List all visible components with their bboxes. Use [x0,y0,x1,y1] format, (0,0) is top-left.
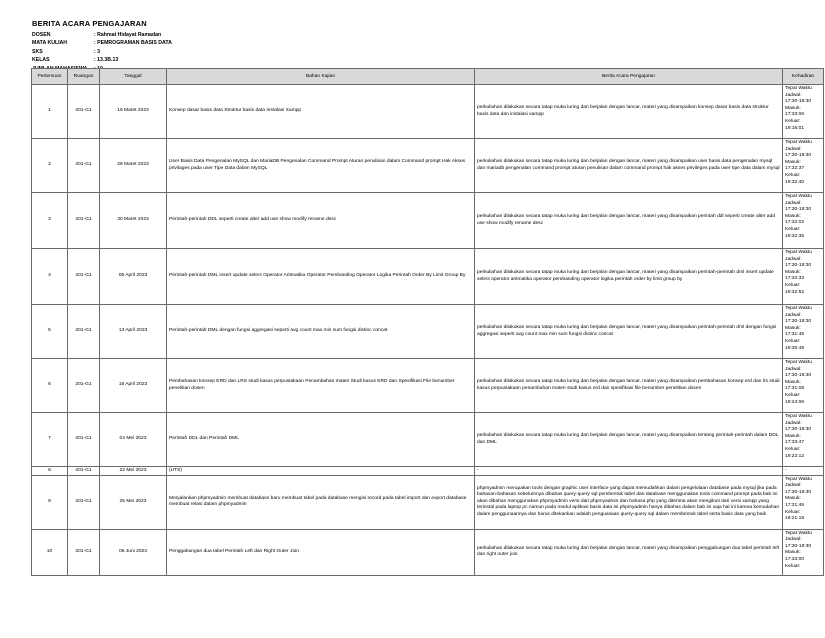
attendance-line: Jadwal: [785,312,802,318]
table-row [32,139,824,193]
meeting-number-cell: 9 [32,475,68,529]
document-meta [32,31,172,73]
attendance-line: 17:30-19:30 [785,427,812,433]
topic-cell: (UTS) [167,467,475,476]
table-row [32,413,824,467]
attendance-line: Tepat Waktu [785,360,812,365]
attendance-line: 19:16:01 [785,125,805,131]
table-header-row [32,69,824,85]
topic-cell: Menjalankan phpmyadmin membuat database baru membuat tabel pada database mengisi record pada tabel import dan export database membuat relasi dalam phpmyadmin [167,475,475,529]
column-header: Ruangan [68,69,100,85]
attendance-line: Tepat Waktu [785,414,812,419]
attendance-line: 17:30-19:30 [785,263,812,269]
meeting-number-cell: 5 [32,305,68,359]
attendance-line: 17:31:46 [785,502,805,508]
attendance-line: 19:24:06 [785,399,805,405]
attendance-line: Masuk: [785,213,801,219]
attendance-line: Tepat Waktu [785,140,812,145]
attendance-line: Tepat Waktu [785,306,812,311]
room-cell: 201-G1 [68,475,100,529]
table-row [32,305,824,359]
topic-cell: Perintah-perintah DDL seperti create alter add use show modify rename desc [167,193,475,249]
room-cell: 201-G1 [68,413,100,467]
attendance-line: 17:31:46 [785,332,805,338]
date-cell: 30 Maret 2023 [100,193,167,249]
attendance-line: 19:30:49 [785,345,805,351]
column-header: Kehadiran [783,69,824,85]
attendance-line: 17:33:00 [785,556,805,562]
table-row [32,193,824,249]
report-cell: perkuliahan dilakukan secara tatap muka luring dan berjalan dengan lancar, materi yang disampaikan perintah-perintah dml insert update select operator aritmatika operator pembanding operator logika perintah order by limit group by [475,249,783,305]
report-cell: perkuliahan dilakukan secara tatap muka luring dan berjalan dengan lancar, materi yang disampaikan penggabungan dua tabel perintah left dan right outer join [475,529,783,575]
attendance-line: 17:30-19:30 [785,99,812,105]
attendance-line: Tepat Waktu [785,476,812,482]
attendance-line: Masuk: [785,269,801,275]
meta-row-dosen [32,31,172,39]
meeting-number-cell: 6 [32,359,68,413]
meeting-number-cell: 7 [32,413,68,467]
attendance-line: Masuk: [785,159,801,165]
attendance-line: 17:30-19:30 [785,319,812,325]
topic-cell: Penggabungan dua tabel Perintah Left dan Right Outer Join [167,529,475,575]
column-header: Berita Acara Pengajaran [475,69,783,85]
topic-cell: Konsep dasar basis data Struktur basis data Instalasi Xampp [167,85,475,139]
attendance-line: Keluar: [785,392,801,398]
attendance-line: 17:30-19:30 [785,489,812,495]
attendance-line: Keluar: [785,509,801,515]
attendance-line: Keluar: [785,563,801,569]
table-row [32,529,824,575]
report-cell: perkuliahan dilakukan secara tatap muka luring dan berjalan dengan lancar, materi yang disampaikan konsep dasar basis data struktur basis data dan instalasi xampp [475,85,783,139]
column-header: Bahan Kajian [167,69,475,85]
attendance-line: Masuk: [785,496,801,502]
report-cell: phpmyadmin merupakan tools dengan graphic user interface yang dapat memudahkan dalam pengelolaan database pada mysql jika pada bahasan-bahasan sebelumnya dibahas query-query sql pembentuk tabel dan database menggunakan tools command prompt pada bab ini akan dibahas menggunakan phpmyadmin versi dari phpmyadmin dan bahasa php yang diterima akan mengikuti dari versi xampp yang terinstal pada laptop pc namun pada modul aplikasi basis data ini phpmyadmin hanya dibahas dalam bab ini saja hal ini karena kemudahan dalam penggunaannya dan harus ditekankan adalah penguasaan query-query sql dalam membentuk tabel serta basis data yang baik [475,475,783,529]
attendance-line: 17:32:02 [785,220,805,226]
attendance-line: 17:32:37 [785,166,805,172]
attendance-line: Jadwal: [785,92,802,98]
report-cell: perkuliahan dilakukan secara tatap muka luring dan berjalan dengan lancar, materi yang disampaikan perintah ddl seperti create alter add use show modify rename desc [475,193,783,249]
attendance-line: Jadwal: [785,420,802,426]
room-cell: 201-G1 [68,529,100,575]
date-cell: 06 Juni 2023 [100,529,167,575]
attendance-cell [783,467,824,476]
attendance-line: 19:32:36 [785,233,805,239]
attendance-cell [783,193,824,249]
attendance-line: Tepat Waktu [785,86,812,91]
attendance-line: 19:22:12 [785,453,805,459]
attendance-line: Tepat Waktu [785,250,812,255]
attendance-line: Keluar: [785,446,801,452]
attendance-line: - [785,468,787,473]
meta-value: : Rahmat Hidayat Ramadan [94,32,162,38]
date-cell: 18 April 2023 [100,359,167,413]
report-cell: perkuliahan dilakukan secara tatap muka luring dan berjalan dengan lancar, materi yang disampaikan perintah-perintah dml dengan fungsi aggregasi seperti avg count max min sum fungsi distinc concat [475,305,783,359]
attendance-cell [783,475,824,529]
meeting-number-cell: 1 [32,85,68,139]
topic-cell: Perintah-perintah DML insert update select Operator Aritmatika Operator Pembanding Operator Logika Perintah Order By Limit Group By [167,249,475,305]
attendance-line: 17:33:06 [785,112,805,118]
attendance-line: 17:30-19:30 [785,373,812,379]
meta-value: : 3 [94,48,101,55]
attendance-line: Jadwal: [785,366,802,372]
date-cell: 13 April 2023 [100,305,167,359]
teaching-report-table [31,68,824,576]
report-cell: perkuliahan dilakukan secara tatap muka luring dan berjalan dengan lancar, materi yang disampaikan user basis data pengenalan mysql dan mariadb pengenalan command prompt aturan penulisan dalam command prompt hak akses privileges pada user tipe data dalam mysql [475,139,783,193]
attendance-line: Masuk: [785,550,801,556]
column-header: Tanggal [100,69,167,85]
room-cell: 201-G1 [68,139,100,193]
document-title: BERITA ACARA PENGAJARAN [32,19,147,28]
attendance-line: Keluar: [785,338,801,344]
attendance-line: Jadwal: [785,200,802,206]
attendance-cell [783,413,824,467]
topic-cell: Perintah DDL dan Perintah DML [167,413,475,467]
meta-row-kelas [32,56,172,64]
table-row [32,467,824,476]
attendance-line: Tepat Waktu [785,530,812,536]
meta-row-sks [32,48,172,56]
attendance-line: 17:33:47 [785,440,805,446]
attendance-cell [783,529,824,575]
attendance-line: Keluar: [785,118,801,124]
attendance-line: 19:21:18 [785,516,805,522]
attendance-cell [783,85,824,139]
report-cell: perkuliahan dilakukan secara tatap muka luring dan berjalan dengan lancar, materi yang disampaikan pembahasan konsep erd dan lrs studi kasus perpustakaan penambahan materi studi kasus erd dan spesifikasi file benumber penelitian dosen [475,359,783,413]
meeting-number-cell: 10 [32,529,68,575]
attendance-line: Jadwal: [785,256,802,262]
attendance-line: Masuk: [785,379,801,385]
table-row [32,249,824,305]
meta-label: SKS [32,48,43,55]
attendance-line: 17:32:33 [785,276,805,282]
report-cell: perkuliahan dilakukan secara tatap muka luring dan berjalan dengan lancar, materi yang disampaikan tentang perintah-perintah dalam DDL dan DML [475,413,783,467]
attendance-cell [783,249,824,305]
room-cell: 201-G1 [68,249,100,305]
meeting-number-cell: 2 [32,139,68,193]
room-cell: 201-G1 [68,193,100,249]
meta-label: DOSEN [32,32,51,38]
meta-value: : 13.3B.13 [94,57,119,64]
attendance-cell [783,359,824,413]
report-cell: - [475,467,783,476]
room-cell: 201-G1 [68,85,100,139]
meta-label: KELAS [32,57,50,64]
attendance-line: 19:32:40 [785,179,805,185]
attendance-line: 19:32:52 [785,289,805,295]
meta-row-mata-kuliah [32,39,172,47]
room-cell: 201-G1 [68,359,100,413]
attendance-line: Masuk: [785,433,801,439]
topic-cell: Pembahasan konsep ERD dan LRS studi kasus perpustakaan Penambahan materi Studi kasus ERD dan Spesifikasi File benumber penelitian dosen [167,359,475,413]
date-cell: 06 April 2023 [100,249,167,305]
meta-label: MATA KULIAH [32,40,68,47]
table-row [32,475,824,529]
topic-cell: User Basis Data Pengenalan MySQL dan MariaDB Pengenalan Command Prompt Aturan penulisan dalam Command prompt Hak Akses privilages pada user Tipe Data dalam MySQL [167,139,475,193]
attendance-cell [783,305,824,359]
meeting-number-cell: 3 [32,193,68,249]
attendance-line: Masuk: [785,325,801,331]
column-header: Pertemuan [32,69,68,85]
attendance-line: Keluar: [785,226,801,232]
attendance-line: 17:30-19:30 [785,207,812,213]
attendance-line: Jadwal: [785,483,802,489]
meeting-number-cell: 8 [32,467,68,476]
topic-cell: Perintah-perintah DML dengan fungsi aggregasi seperti avg count max min sum fungsi distinc concat [167,305,475,359]
meeting-number-cell: 4 [32,249,68,305]
attendance-line: Jadwal: [785,537,802,543]
date-cell: 25 Mei 2023 [100,475,167,529]
table-row [32,359,824,413]
attendance-line: Keluar: [785,172,801,178]
attendance-line: Jadwal: [785,146,802,152]
date-cell: 16 Maret 2023 [100,85,167,139]
room-cell: 201-G1 [68,305,100,359]
meta-value: : PEMROGRAMAN BASIS DATA [94,40,172,47]
room-cell: 201-G1 [68,467,100,476]
date-cell: 22 Mei 2023 [100,467,167,476]
attendance-line: Keluar: [785,282,801,288]
attendance-cell [783,139,824,193]
attendance-line: 17:30-19:30 [785,543,812,549]
table-row [32,85,824,139]
date-cell: 28 Maret 2023 [100,139,167,193]
attendance-line: Tepat Waktu [785,194,812,199]
attendance-line: 17:31:08 [785,386,805,392]
attendance-line: 17:30-19:30 [785,153,812,159]
attendance-line: Masuk: [785,105,801,111]
date-cell: 04 Mei 2023 [100,413,167,467]
